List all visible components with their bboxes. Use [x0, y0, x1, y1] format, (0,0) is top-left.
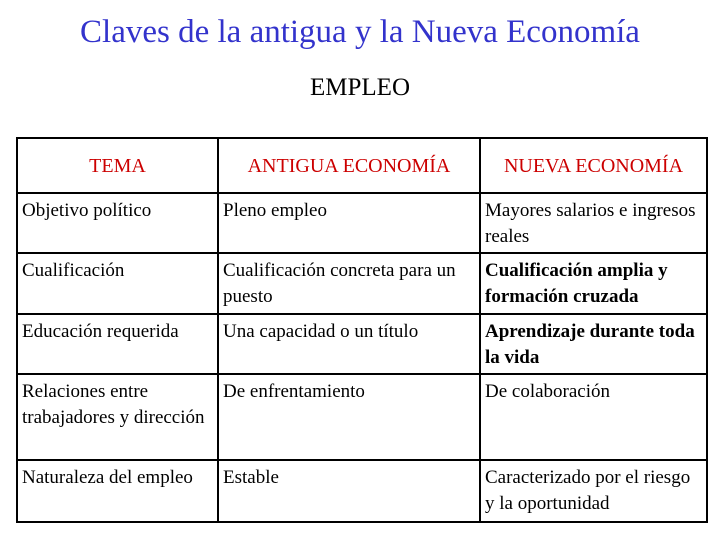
cell-nueva: De colaboración	[480, 374, 707, 460]
slide-title: Claves de la antigua y la Nueva Economía	[80, 14, 640, 50]
cell-tema: Objetivo político	[17, 193, 218, 253]
table-row	[17, 460, 707, 522]
cell-nueva: Mayores salarios e ingresos reales	[480, 193, 707, 253]
cell-tema: Naturaleza del empleo	[17, 460, 218, 522]
table-row	[17, 193, 707, 253]
header-nueva-economia: NUEVA ECONOMÍA	[480, 138, 707, 193]
cell-antigua: Pleno empleo	[218, 193, 480, 253]
table-row	[17, 314, 707, 374]
header-antigua-economia: ANTIGUA ECONOMÍA	[218, 138, 480, 193]
table-row	[17, 374, 707, 460]
cell-antigua: De enfrentamiento	[218, 374, 480, 460]
cell-tema: Educación requerida	[17, 314, 218, 374]
cell-antigua: Cualificación concreta para un puesto	[218, 253, 480, 314]
table-row	[17, 253, 707, 314]
comparison-table	[16, 137, 708, 523]
header-tema: TEMA	[17, 138, 218, 193]
cell-nueva: Caracterizado por el riesgo y la oportunidad	[480, 460, 707, 522]
cell-tema: Relaciones entre trabajadores y dirección	[17, 374, 218, 460]
cell-tema: Cualificación	[17, 253, 218, 314]
cell-nueva: Aprendizaje durante toda la vida	[480, 314, 707, 374]
table-header-row	[17, 138, 707, 193]
cell-antigua: Estable	[218, 460, 480, 522]
cell-antigua: Una capacidad o un título	[218, 314, 480, 374]
slide-subtitle: EMPLEO	[310, 74, 410, 101]
cell-nueva: Cualificación amplia y formación cruzada	[480, 253, 707, 314]
